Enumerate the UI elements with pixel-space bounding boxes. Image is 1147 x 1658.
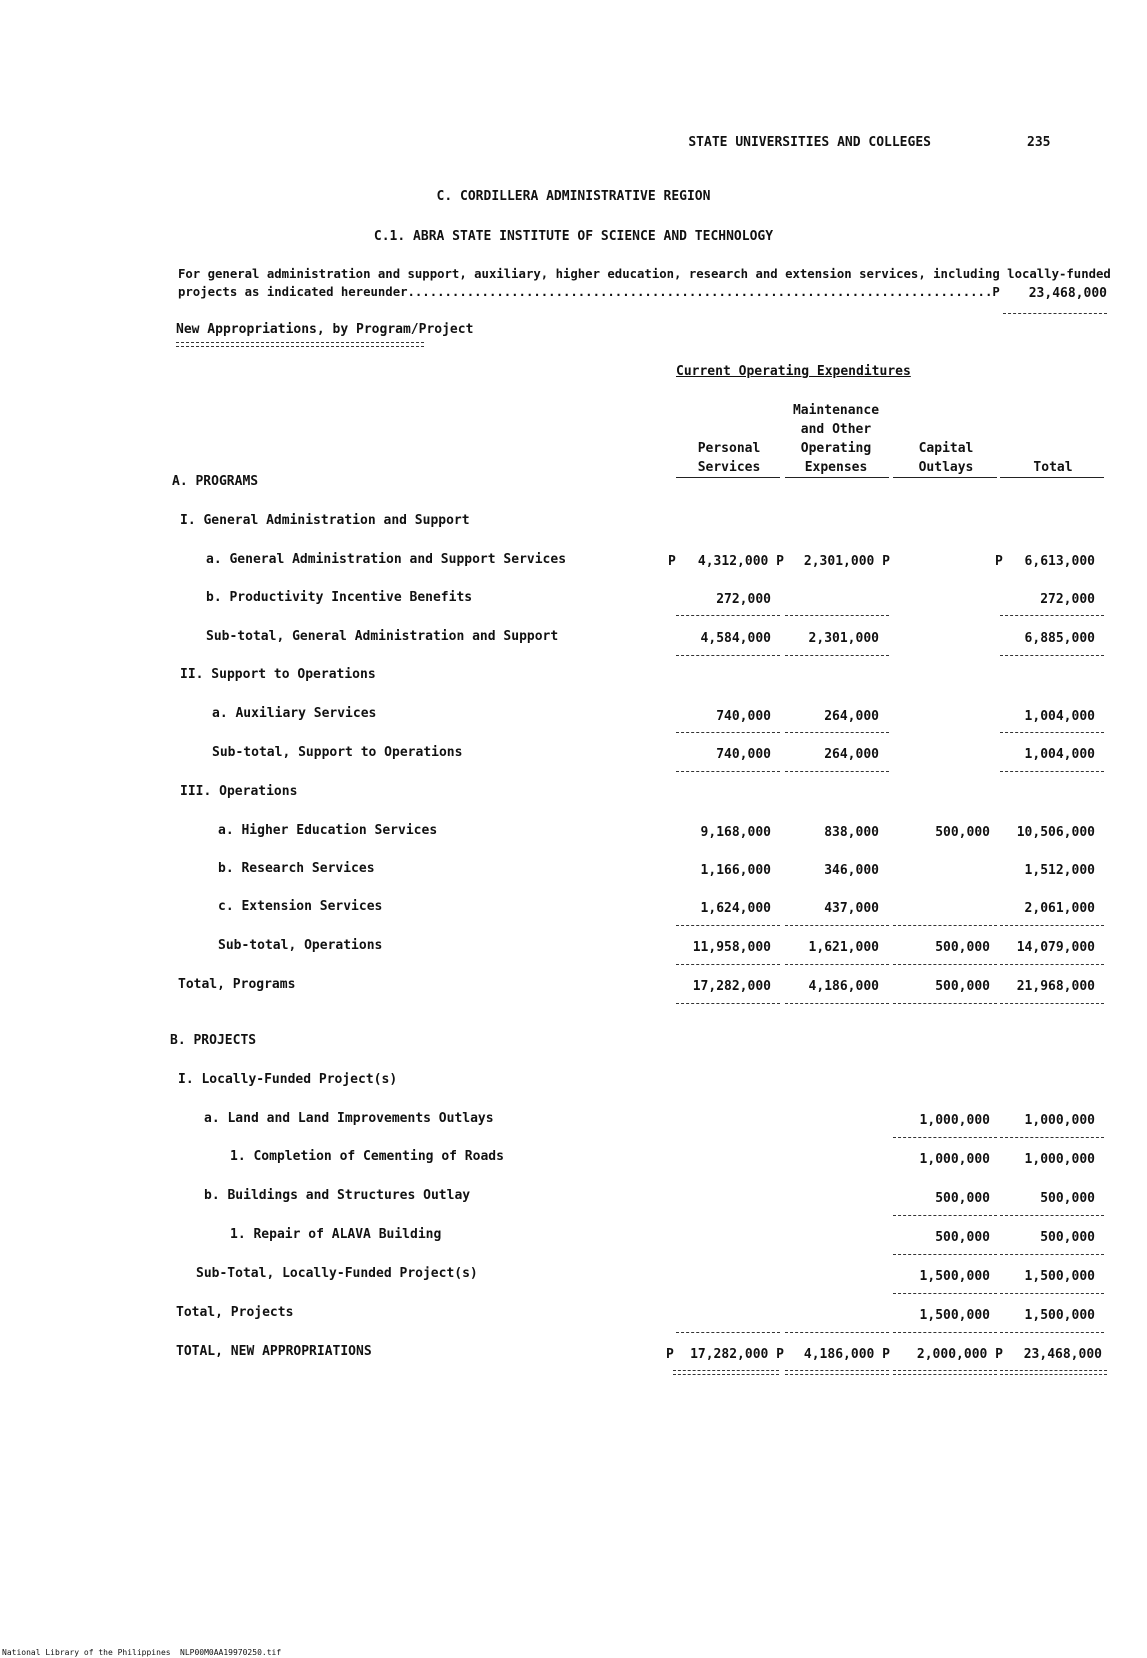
cell-mooe: 4,186,000 P [803,1347,890,1362]
peso-sign: P [666,1347,674,1362]
double-rule [893,1370,997,1375]
rule [1000,1254,1104,1255]
rule [1000,771,1104,772]
cell-mooe: 838,000 [824,825,879,840]
cell-capital: 500,000 [935,1230,990,1245]
new-appropriations-underline [176,342,424,347]
project-i-locally-funded: I. Locally-Funded Project(s) [178,1072,398,1087]
row-label: Total, Programs [178,977,296,992]
col-mooe-line4: Expenses [804,460,868,475]
cell-mooe: 264,000 [824,747,879,762]
rule [1000,732,1104,733]
cell-mooe: 264,000 [824,709,879,724]
cell-mooe: 2,301,000 P [803,554,890,569]
purpose-line-1: For general administration and support, auxiliary, higher education, research and extension services, including locally-funded [178,267,1111,281]
rule [1000,1215,1104,1216]
cell-personal: 740,000 [716,747,771,762]
cell-capital: 500,000 [935,940,990,955]
cell-total: 1,004,000 [1024,747,1095,762]
purpose-line-2: projects as indicated hereunder...............................................................................P [178,285,1000,299]
double-rule [673,1370,779,1375]
cell-personal: 17,282,000 P [690,1347,784,1362]
program-ii-support-to-operations: II. Support to Operations [180,667,376,682]
page-number: 235 [1027,135,1051,150]
cell-personal: 11,958,000 [692,940,771,955]
cell-personal: 1,166,000 [700,863,771,878]
new-appropriations-label: New Appropriations, by Program/Project [176,322,474,337]
rule [1000,1003,1104,1004]
col-mooe-line1: Maintenance [792,403,880,418]
footer-library: National Library of the Philippines [2,1648,171,1657]
program-i-general-administration: I. General Administration and Support [180,513,470,528]
row-label: c. Extension Services [218,899,383,914]
rule [785,771,889,772]
section-a-programs: A. PROGRAMS [172,474,259,489]
cell-capital: 1,500,000 [919,1269,990,1284]
cell-capital: 500,000 [935,979,990,994]
col-mooe-rule [785,477,889,478]
purpose-underline [1003,313,1107,314]
rule [785,615,889,616]
col-capital-line1: Capital [918,441,974,456]
row-label: Sub-total, General Administration and Support [206,629,559,644]
cell-total: 14,079,000 [1016,940,1095,955]
rule [893,1254,997,1255]
cell-capital: 1,000,000 [919,1113,990,1128]
cell-total: 1,000,000 [1024,1113,1095,1128]
rule [785,925,889,926]
rule [1000,1332,1104,1333]
rule [893,1332,997,1333]
cell-total: 6,613,000 [1024,554,1095,569]
cell-personal: 4,584,000 [700,631,771,646]
row-label: b. Research Services [218,861,375,876]
row-label: Sub-Total, Locally-Funded Project(s) [196,1266,478,1281]
region-title: C. CORDILLERA ADMINISTRATIVE REGION [436,189,711,204]
row-label: Total, Projects [176,1305,294,1320]
cell-personal: 9,168,000 [700,825,771,840]
rule [676,771,780,772]
rule [785,1003,889,1004]
rule [785,1332,889,1333]
col-personal-rule [676,477,780,478]
cell-total: 10,506,000 [1016,825,1095,840]
rule [1000,964,1104,965]
col-personal-line2: Services [697,460,761,475]
peso-sign: P [668,554,676,569]
rule [676,655,780,656]
cell-capital: 1,000,000 [919,1152,990,1167]
rule [785,732,889,733]
rule [893,964,997,965]
cell-total: 23,468,000 [1023,1347,1102,1362]
col-total: Total [1033,460,1073,475]
cell-mooe: 2,301,000 [808,631,879,646]
cell-capital: 500,000 [935,825,990,840]
cell-total: 21,968,000 [1016,979,1095,994]
cell-total: 1,512,000 [1024,863,1095,878]
rule [893,1137,997,1138]
peso-sign: P [995,554,1003,569]
section-b-projects: B. PROJECTS [170,1033,257,1048]
cell-personal: 272,000 [716,592,771,607]
cell-total: 6,885,000 [1024,631,1095,646]
cell-total: 2,061,000 [1024,901,1095,916]
rule [1000,655,1104,656]
rule [1000,1137,1104,1138]
row-label: b. Buildings and Structures Outlay [204,1188,471,1203]
row-label: a. Higher Education Services [218,823,438,838]
row-label: a. General Administration and Support Services [206,552,567,567]
cell-personal: 1,624,000 [700,901,771,916]
cell-total: 1,000,000 [1024,1152,1095,1167]
row-label: TOTAL, NEW APPROPRIATIONS [176,1344,372,1359]
col-capital-line2: Outlays [918,460,974,475]
footer-filename: NLP00M0AA19970250.tif [180,1648,282,1657]
col-total-rule [1000,477,1104,478]
row-label: a. Land and Land Improvements Outlays [204,1111,494,1126]
rule [785,655,889,656]
row-label: 1. Repair of ALAVA Building [230,1227,442,1242]
col-personal-line1: Personal [697,441,761,456]
cell-mooe: 437,000 [824,901,879,916]
rule [676,925,780,926]
cell-personal: 740,000 [716,709,771,724]
purpose-amount: 23,468,000 [1028,286,1107,301]
double-rule [1000,1370,1107,1375]
cell-capital: 2,000,000 P [916,1347,1003,1362]
double-rule [785,1370,889,1375]
rule [676,615,780,616]
rule [893,1293,997,1294]
cell-total: 272,000 [1040,592,1095,607]
rule [1000,925,1104,926]
program-iii-operations: III. Operations [180,784,298,799]
cell-mooe: 346,000 [824,863,879,878]
row-label: Sub-total, Operations [218,938,383,953]
cell-capital: 500,000 [935,1191,990,1206]
rule [1000,1293,1104,1294]
col-group-current-operating: Current Operating Expenditures [676,364,911,379]
rule [893,1215,997,1216]
cell-total: 1,500,000 [1024,1269,1095,1284]
cell-total: 500,000 [1040,1230,1095,1245]
row-label: Sub-total, Support to Operations [212,745,463,760]
cell-mooe: 1,621,000 [808,940,879,955]
col-mooe-line2: and Other [800,422,872,437]
rule [1000,615,1104,616]
cell-total: 500,000 [1040,1191,1095,1206]
rule [893,1003,997,1004]
row-label: a. Auxiliary Services [212,706,377,721]
cell-total: 1,004,000 [1024,709,1095,724]
rule [676,1332,780,1333]
col-capital-rule [893,477,997,478]
rule [676,1003,780,1004]
running-title: STATE UNIVERSITIES AND COLLEGES [688,135,931,150]
row-label: b. Productivity Incentive Benefits [206,590,473,605]
rule [676,732,780,733]
rule [676,964,780,965]
rule [893,925,997,926]
cell-personal: 17,282,000 [692,979,771,994]
cell-mooe: 4,186,000 [808,979,879,994]
cell-personal: 4,312,000 P [697,554,784,569]
cell-total: 1,500,000 [1024,1308,1095,1323]
agency-title: C.1. ABRA STATE INSTITUTE OF SCIENCE AND TECHNOLOGY [373,229,774,244]
col-mooe-line3: Operating [800,441,872,456]
rule [785,964,889,965]
row-label: 1. Completion of Cementing of Roads [230,1149,504,1164]
cell-capital: 1,500,000 [919,1308,990,1323]
